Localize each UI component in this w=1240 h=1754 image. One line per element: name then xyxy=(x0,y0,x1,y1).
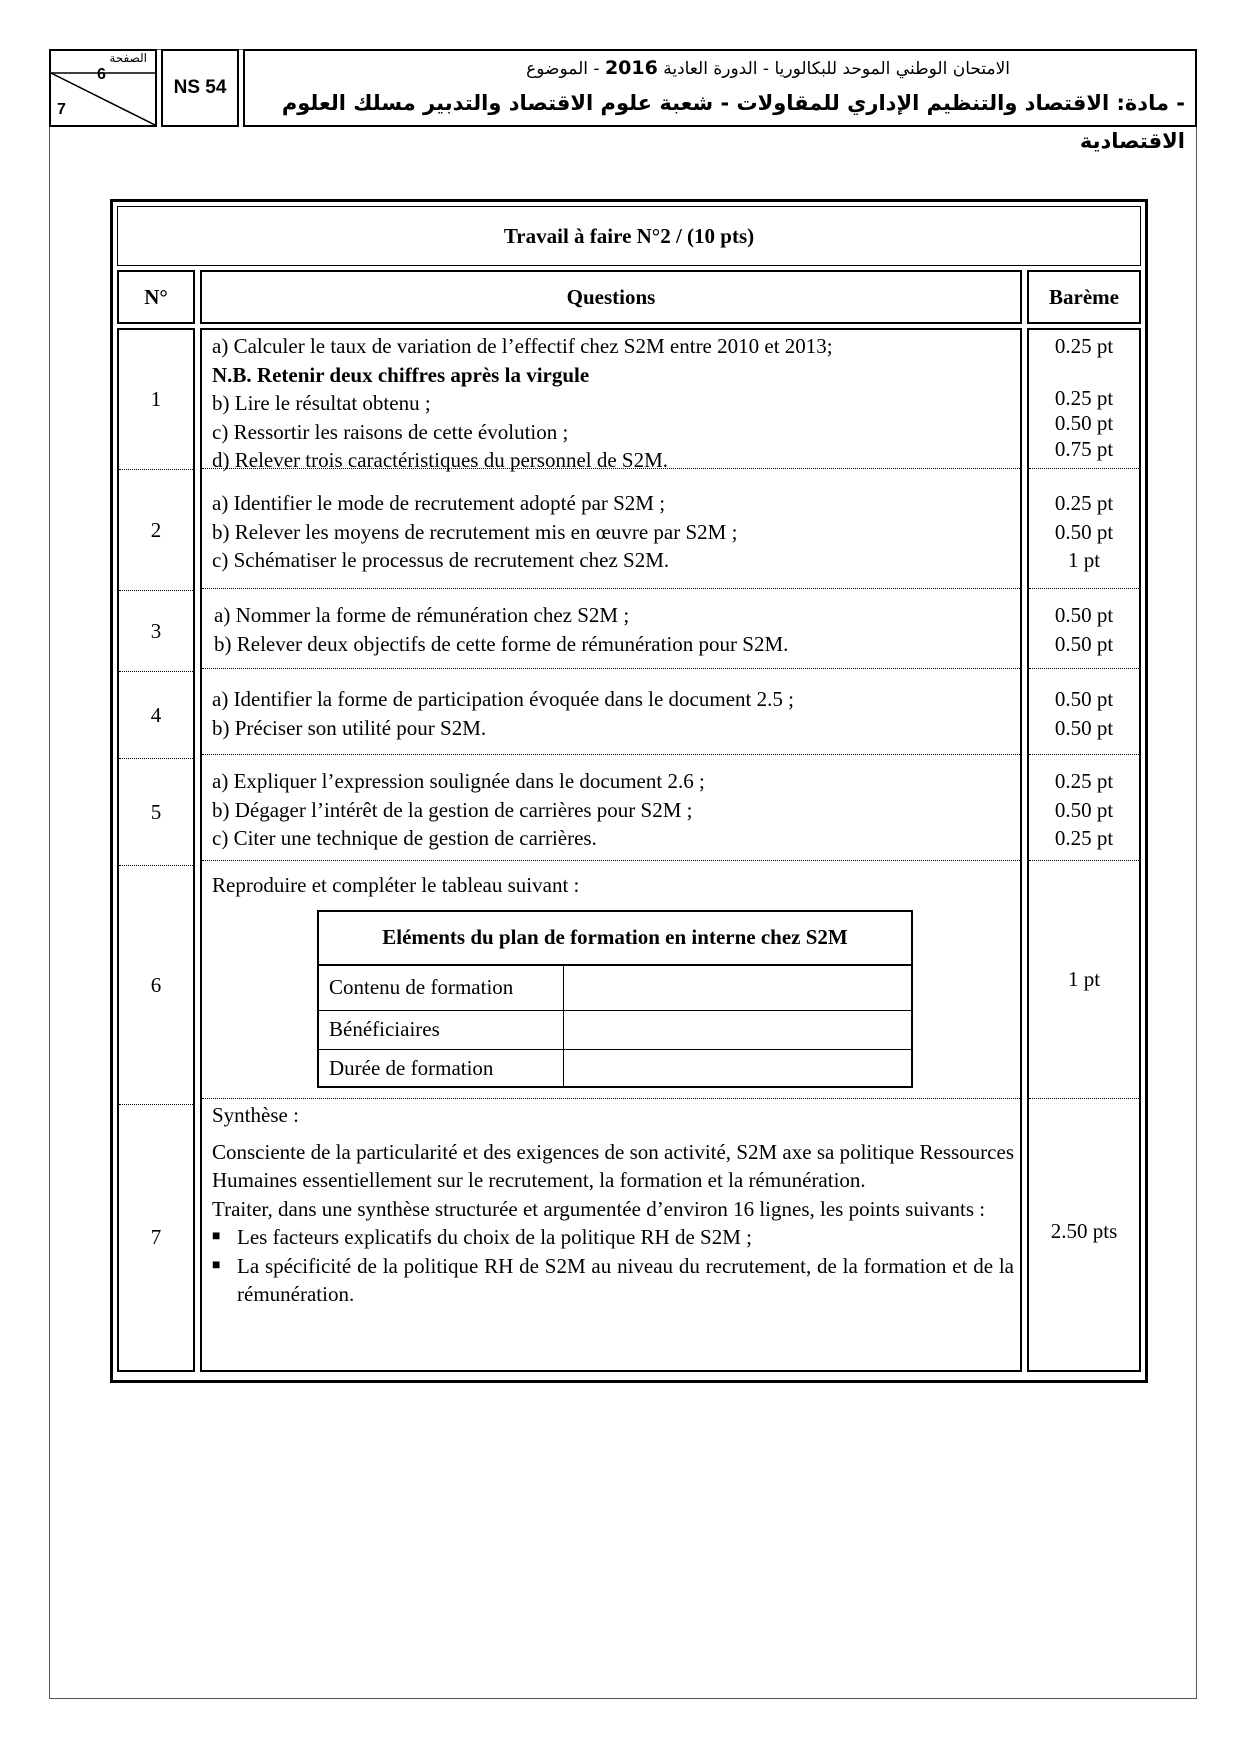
score-block-2 xyxy=(1029,469,1139,589)
question-line: a) Identifier le mode de recrutement adopté par S2M ; xyxy=(212,491,666,515)
training-plan-value xyxy=(564,1010,913,1049)
row-number: 6 xyxy=(119,866,193,1105)
bullet-square-icon: ■ xyxy=(212,1229,221,1244)
page-label: الصفحة xyxy=(109,51,147,65)
synthesis-point: ■ Les facteurs explicatifs du choix de la politique RH de S2M ; xyxy=(212,1223,1014,1252)
score: 0.25 pt xyxy=(1054,385,1114,410)
header-bareme: Barème xyxy=(1027,270,1141,324)
questions-table xyxy=(110,199,1148,1383)
question-line: b) Relever les moyens de recrutement mis en œuvre par S2M ; xyxy=(212,519,738,544)
bullet-square-icon: ■ xyxy=(212,1257,221,1273)
question-line: Reproduire et compléter le tableau suivant : xyxy=(212,873,580,897)
question-line: c) Ressortir les raisons de cette évolution ; xyxy=(212,419,569,444)
column-bareme xyxy=(1027,328,1141,1372)
exam-header-line2: - مادة: الاقتصاد والتنظيم الإداري للمقاولات - شعبة علوم الاقتصاد والتدبير مسلك العلوم الاقتصادية xyxy=(281,91,1185,153)
row-number: 4 xyxy=(119,672,193,759)
question-block-6 xyxy=(202,861,1020,1099)
score-block-1 xyxy=(1029,330,1139,469)
score: 0.25 pt xyxy=(1054,491,1114,515)
exam-year: 2016 xyxy=(604,57,658,79)
question-block-7 xyxy=(202,1099,1020,1364)
score: 0.25 pt xyxy=(1054,826,1114,850)
score: 0.50 pt xyxy=(1054,687,1114,711)
synthesis-point: ■ La spécificité de la politique RH de S2M au niveau du recrutement, de la formation et de la rémunération. xyxy=(212,1252,1014,1309)
question-block-4 xyxy=(202,669,1020,755)
exam-code: NS 54 xyxy=(161,49,239,127)
synthesis-context: Consciente de la particularité et des exigences de son activité, S2M axe sa politique Ressources Humaines essentiellement sur le recrutement, la formation et la rémunération. xyxy=(212,1139,1014,1192)
question-block-2 xyxy=(202,469,1020,589)
score: 0.25 pt xyxy=(1054,334,1114,358)
row-number: 3 xyxy=(119,591,193,672)
column-questions xyxy=(200,328,1022,1372)
question-note: N.B. Retenir deux chiffres après la virgule xyxy=(212,362,590,387)
score: 0.75 pt xyxy=(1054,436,1114,461)
score-block-3 xyxy=(1029,589,1139,669)
question-line: b) Préciser son utilité pour S2M. xyxy=(212,715,487,740)
score: 0.50 pt xyxy=(1054,411,1114,435)
question-line: a) Identifier la forme de participation évoquée dans le document 2.5 ; xyxy=(212,687,794,711)
score-block-5 xyxy=(1029,755,1139,861)
score: 2.50 pts xyxy=(1050,1219,1118,1244)
score: 0.50 pt xyxy=(1054,519,1114,544)
question-line: c) Citer une technique de gestion de carrières. xyxy=(212,826,597,850)
score: 1 pt xyxy=(1067,548,1101,572)
row-number: 2 xyxy=(119,470,193,591)
row-number: 7 xyxy=(150,1225,162,1249)
question-block-1 xyxy=(202,330,1020,472)
page-total: 7 xyxy=(57,101,66,118)
score-block-4 xyxy=(1029,669,1139,755)
header-questions: Questions xyxy=(200,270,1022,324)
score-block-6 xyxy=(1029,861,1139,1099)
score: 0.50 pt xyxy=(1054,715,1114,740)
exam-header-title xyxy=(243,49,1197,153)
training-plan-label: Durée de formation xyxy=(318,1049,564,1087)
question-line: a) Calculer le taux de variation de l’effectif chez S2M entre 2010 et 2013; xyxy=(212,334,833,358)
question-line: a) Nommer la forme de rémunération chez S2M ; xyxy=(214,603,630,627)
exam-header-line1: الامتحان الوطني الموحد للبكالوريا - الدورة العادية 2016 - الموضوع xyxy=(526,57,1010,79)
header-no: N° xyxy=(117,270,195,324)
score: 1 pt xyxy=(1067,967,1101,992)
synthesis-label: Synthèse : xyxy=(212,1103,299,1127)
question-line: c) Schématiser le processus de recrutement chez S2M. xyxy=(212,548,670,572)
score-block-7 xyxy=(1029,1099,1139,1364)
row-number: 5 xyxy=(119,759,193,866)
question-block-5 xyxy=(202,755,1020,861)
question-block-3 xyxy=(202,589,1020,669)
score: 0.50 pt xyxy=(1054,603,1114,627)
score: 0.50 pt xyxy=(1054,797,1114,822)
question-line: a) Expliquer l’expression soulignée dans le document 2.6 ; xyxy=(212,769,705,793)
score: 0.25 pt xyxy=(1054,769,1114,793)
column-numbers xyxy=(117,328,195,1372)
row-number: 1 xyxy=(119,330,193,470)
training-plan-value xyxy=(564,1049,913,1087)
question-line: b) Relever deux objectifs de cette forme de rémunération pour S2M. xyxy=(214,631,789,656)
training-plan-title: Eléments du plan de formation en interne chez S2M xyxy=(318,911,912,965)
questions-grid xyxy=(117,270,1141,324)
question-line: b) Lire le résultat obtenu ; xyxy=(212,391,431,415)
training-plan-value xyxy=(564,965,913,1011)
question-line: d) Relever trois caractéristiques du personnel de S2M. xyxy=(212,448,669,472)
page-number: 6 xyxy=(97,66,106,83)
training-plan-label: Bénéficiaires xyxy=(318,1010,564,1049)
question-line: b) Dégager l’intérêt de la gestion de carrières pour S2M ; xyxy=(212,797,693,822)
synthesis-instruction: Traiter, dans une synthèse structurée et argumentée d’environ 16 lignes, les points suivants : xyxy=(212,1196,986,1221)
table-title: Travail à faire N°2 / (10 pts) xyxy=(117,206,1141,266)
score: 0.50 pt xyxy=(1054,631,1114,656)
training-plan-label: Contenu de formation xyxy=(318,965,564,1011)
page-number-box xyxy=(49,49,157,127)
questions-body xyxy=(117,328,1141,1372)
training-plan-table xyxy=(317,910,913,1089)
